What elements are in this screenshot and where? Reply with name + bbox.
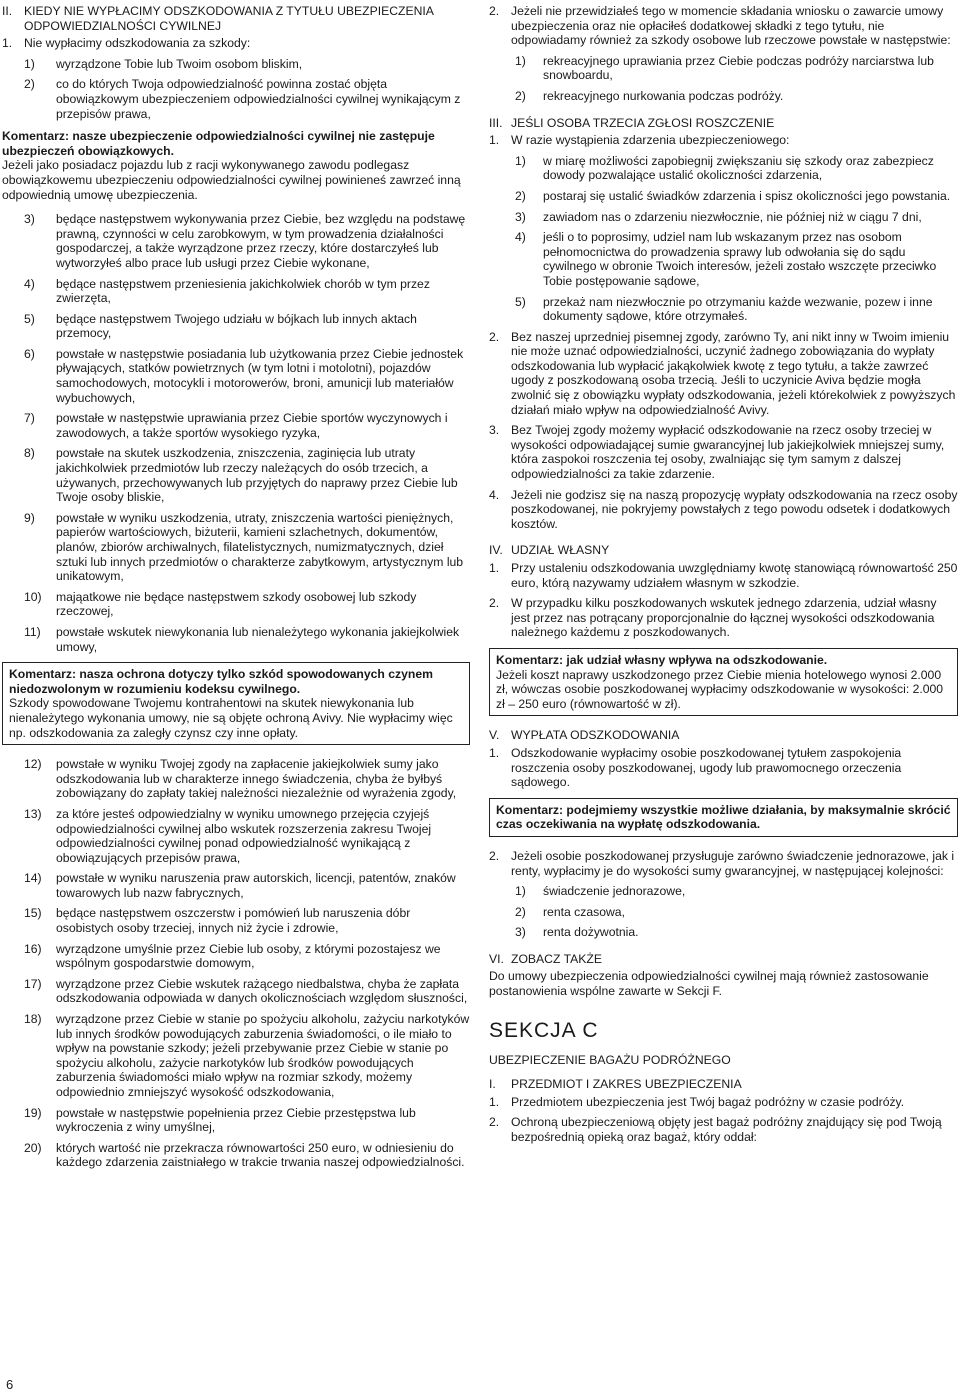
list-item [24,807,470,865]
section-iv-paragraphs [489,561,958,640]
section-title: PRZEDMIOT I ZAKRES UBEZPIECZENIA [511,1077,742,1092]
paragraph-number: 1. [2,36,13,51]
item-text: jeśli o to poprosimy, udziel nam lub wskazanym przez nas osobom pełnomocnictwa do prowadzenia sprawy lub odwołania się do sądu cywilnego w obronie Twoich interesów, jeżeli zostało wszczęte przeciwko Tobie postępowanie sądowe, [543,230,937,288]
item-text: Jeżeli nie godzisz się na naszą propozycję wypłaty odszkodowania na rzecz osoby poszkodowanej, nie pokryjemy powstałych z tego powodu odsetek i dodatkowych kosztów. [511,487,958,531]
section-iii-paragraphs [489,330,958,532]
left-column [2,4,470,1176]
item-number: 3) [515,209,526,224]
list-item [515,925,958,940]
item-text: mająatkowe nie będące następstwem szkody osobowej lub szkody rzeczowej, [56,589,417,619]
item-number: 2. [489,596,500,611]
item-number: 4. [489,487,500,502]
item-number: 3. [489,423,500,438]
section-heading-v [489,728,958,743]
exclusions-list-c [24,757,470,1170]
item-number: 9) [24,510,35,525]
item-text: będące następstwem Twojego udziału w bójkach lub innych aktach przemocy, [56,311,417,341]
numbered-paragraph [2,36,470,51]
section-title: ZOBACZ TAKŻE [511,951,602,966]
section-heading-iv [489,543,958,558]
item-number: 1. [489,561,500,575]
section-number: I. [489,1077,496,1092]
item-text: będące następstwem oszczerstw i pomówień lub naruszenia dóbr osobistych osoby trzeciej, innych niż życie i zdrowie, [56,906,411,936]
item-number: 13) [24,806,42,821]
comment-body: Jeżeli jako posiadacz pojazdu lub z racji wykonywanego zawodu podlegasz obowiązkowemu ubezpieczeniu odpowiedzialności cywilnej powinieneś zawrzeć inną odpowiednią umowę ubezpieczenia. [2,158,461,202]
item-number: 19) [24,1105,42,1120]
paragraph-number: 1. [489,745,500,760]
item-number: 7) [24,411,35,426]
comment-title: Komentarz: jak udział własny wpływa na odszkodowanie. [496,652,828,667]
paragraph-text: Jeżeli osobie poszkodowanej przysługuje zarówno świadczenie jednorazowe, jak i renty, wypłacimy je do wysokości sumy gwarancyjnej, w następującej kolejności: [511,848,955,878]
list-item [24,977,470,1006]
list-item [24,77,470,121]
item-text: wyrządzone Tobie lub Twoim osobom bliskim, [56,56,303,71]
item-text: Przedmiotem ubezpieczenia jest Twój bagaż podróżny w czasie podróży. [511,1094,905,1109]
item-number: 2) [515,88,526,103]
extra-exclusions-list [515,54,958,104]
section-number: V. [489,728,500,743]
item-number: 12) [24,757,42,772]
list-item [515,905,958,920]
item-text: powstałe w wyniku naruszenia praw autorskich, licencji, patentów, znaków towarowych lub nazw fabrycznych, [56,871,456,900]
item-number: 2) [24,77,35,92]
item-text: za które jesteś odpowiedzialny w wyniku umownego przejęcia czyjejś odpowiedzialności cywilnej albo wskutek rozszerzenia zakresu Twojej odpowiedzialności cywilnej ponad odpowiedzialność wynikającą z obowiązujących przepisów prawa, [56,806,432,865]
paragraph-number: 1. [489,133,500,148]
item-text: w miarę możliwości zapobiegnij zwiększaniu się szkody oraz zabezpiecz dowody pozwalające ustalić okoliczności zdarzenia, [543,153,934,183]
numbered-paragraph [489,596,958,640]
item-number: 1) [515,53,526,68]
comment-block [2,129,470,202]
item-number: 1) [515,884,526,899]
right-column [489,4,958,1151]
page-number: 6 [6,1377,14,1392]
item-text: powstałe w wyniku uszkodzenia, utraty, zniszczenia wartości pieniężnych, papierów wartościowych, biżuterii, kamieni szlachetnych, dokumentów, planów, zbiorów archiwalnych, filatelistycznych, numizmatycznych, dzieł sztuki lub innych przedmiotów o charakterze zabytkowym, artystycznym lub unikatowym, [56,510,464,584]
section-c-subtitle: UBEZPIECZENIE BAGAŻU PODRÓŻNEGO [489,1052,731,1067]
list-item [24,446,470,504]
section-heading-i [489,1077,958,1092]
exclusions-list-a [24,57,470,121]
item-text: powstałe w następstwie popełnienia przez Ciebie przestępstwa lub wykroczenia z winy umyślnej, [56,1105,416,1135]
comment-title: Komentarz: nasze ubezpieczenie odpowiedzialności cywilnej nie zastępuje ubezpieczeń obowiązkowych. [2,129,435,158]
list-item [24,212,470,270]
section-number: IV. [489,543,503,558]
item-text: będące następstwem przeniesienia jakichkolwiek chorób w tym przez zwierzęta, [56,276,430,306]
item-number: 15) [24,906,42,921]
payment-order-list [515,884,958,940]
paragraph-number: 2. [489,848,500,863]
list-item [24,411,470,440]
list-item [24,625,470,654]
comment-body: Jeżeli koszt naprawy uszkodzonego przez Ciebie mienia hotelowego wynosi 2.000 zł, wówczas osobie poszkodowanej wypłacimy odszkodowanie w wysokości: 2.000 zł – 250 euro (równowartość w zł). [496,667,944,711]
comment-title: Komentarz: podejmiemy wszystkie możliwe działania, by maksymalnie skrócić czas oczekiwania na wypłatę odszkodowania. [496,802,951,832]
numbered-paragraph [489,1095,958,1110]
numbered-paragraph [489,849,958,878]
section-title: KIEDY NIE WYPŁACIMY ODSZKODOWANIA Z TYTUŁU UBEZPIECZENIA ODPOWIEDZIALNOŚCI CYWILNEJ [24,4,434,33]
list-item [515,230,958,288]
numbered-paragraph [489,330,958,418]
numbered-paragraph [489,133,958,148]
item-text: powstałe w wyniku Twojej zgody na zapłacenie jakiejkolwiek sumy jako odszkodowania lub w charakterze innego świadczenia, chyba że byłbyś zobowiązany do zapłaty takiej należności niezależnie od wyrażenia zgody, [56,757,457,801]
list-item [24,871,470,900]
list-item [515,210,958,225]
paragraph-text: Odszkodowanie wypłacimy osobie poszkodowanej tytułem zaspokojenia roszczenia osoby poszkodowanej, ugody lub prawomocnego orzeczenia sądowego. [511,745,902,790]
item-text: których wartość nie przekracza równowartości 250 euro, w odniesieniu do każdego zdarzenia zaistniałego w trakcie trwania naszej odpowiedzialności. [56,1140,465,1170]
item-number: 2. [489,1115,500,1130]
item-number: 14) [24,871,42,886]
item-text: Ochroną ubezpieczeniową objęty jest bagaż podróżny znajdujący się pod Twoją bezpośrednią opieką oraz bagaż, który oddał: [511,1115,942,1145]
item-text: wyrządzone umyślnie przez Ciebie lub osoby, z którymi pozostajesz we wspólnym gospodarstwie domowym, [56,941,441,971]
item-text: wyrządzone przez Ciebie w stanie po spożyciu alkoholu, zażyciu narkotyków lub innych środków powodujących zaburzenia świadomości, o ile miało to wpływ na powstanie szkody; jeżeli przebywanie przez Ciebie w stanie po spożyciu alkoholu, zażycie narkotyków lub środków powodujących zaburzenia świadomości miało wpływ na rozmiar szkody, możemy odpowiednio zmniejszyć wysokość odszkodowania, [56,1012,470,1099]
comment-box [2,662,470,745]
item-text: zawiadom nas o zdarzeniu niezwłocznie, nie później niż w ciągu 7 dni, [543,209,922,224]
paragraph-text: W razie wystąpienia zdarzenia ubezpieczeniowego: [511,133,790,148]
item-text: W przypadku kilku poszkodowanych wskutek jednego zdarzenia, udział własny jest przez nas potrącany proporcjonalnie do łącznej wysokości odszkodowania należnego każdemu z poszkodowanych. [511,596,937,640]
comment-body: Szkody spowodowane Twojemu kontrahentowi na skutek niewykonania lub nienależytego wykonania umowy, nie są objęte ochroną Avivy. Nie wypłacimy więc np. odszkodowania za zaległy czynsz czy inne opłaty. [9,696,453,740]
item-text: powstałe w następstwie uprawiania przez Ciebie sportów wyczynowych i zawodowych, a także sportów wysokiego ryzyka, [56,411,448,440]
item-text: rekreacyjnego nurkowania podczas podróży. [543,88,784,103]
item-number: 18) [24,1012,42,1027]
item-text: renta dożywotnia. [543,925,639,940]
item-number: 2. [489,329,500,344]
list-item [24,347,470,405]
numbered-paragraph [489,1115,958,1144]
item-number: 1) [515,153,526,168]
item-text: postaraj się ustalić świadków zdarzenia i spisz okoliczności jego powstania. [543,188,951,203]
section-title: UDZIAŁ WŁASNY [511,543,610,558]
paragraph-text: Do umowy ubezpieczenia odpowiedzialności cywilnej mają również zastosowanie postanowienia wspólne zawarte w Sekcji F. [489,969,929,999]
section-heading-ii [2,4,470,33]
paragraph-text: Nie wypłacimy odszkodowania za szkody: [24,36,251,51]
section-heading-iii [489,116,958,131]
section-i-paragraphs [489,1095,958,1145]
item-text: powstałe na skutek uszkodzenia, zniszczenia, zaginięcia lub utraty jakichkolwiek przedmiotów lub rzeczy należących do osób trzecich, a używanych, przechowywanych lub przyjętych do naprawy przez Ciebie lub Twoje osoby bliskie, [56,446,458,505]
comment-box [489,798,958,837]
list-item [24,1141,470,1170]
section-c-title: SEKCJA C [489,1018,599,1042]
list-item [515,54,958,83]
item-number: 8) [24,446,35,461]
list-item [24,942,470,971]
item-text: będące następstwem wykonywania przez Ciebie, bez względu na podstawę prawną, czynności w celu zarobkowym, w tym prowadzenia działalności gospodarczej, a także wyrządzone przez rzeczy, które dostarczyłeś lub wytworzyłeś albo prace lub usługi przez Ciebie wykonane, [56,212,466,270]
item-number: 5) [515,294,526,309]
list-item [24,277,470,306]
list-item [515,295,958,324]
numbered-paragraph [489,561,958,590]
numbered-paragraph [489,488,958,532]
item-number: 2) [515,188,526,203]
list-item [515,154,958,183]
numbered-paragraph [489,746,958,790]
section-title: JEŚLI OSOBA TRZECIA ZGŁOSI ROSZCZENIE [511,115,775,130]
item-text: przekaż nam niezwłocznie po otrzymaniu każde wezwanie, pozew i inne dokumenty sądowe, które otrzymałeś. [543,294,933,324]
item-number: 5) [24,311,35,326]
item-text: Bez Twojej zgody możemy wypłacić odszkodowanie na rzecz osoby trzeciej w wysokości odpowiadającej sumie gwarancyjnej lub jakiejkolwiek mniejszej sumy, która zaspokoi roszczenia tej osoby, zwalniając się tym samym z dalszej odpowiedzialności za takie zdarzenie. [511,423,945,482]
list-item [515,189,958,204]
list-item [24,1106,470,1135]
item-number: 1. [489,1094,500,1109]
item-number: 10) [24,589,42,604]
item-text: wyrządzone przez Ciebie wskutek rażącego niedbalstwa, chyba że zapłata odszkodowania odpowiada w danych okolicznościach względom słuszności, [56,976,468,1006]
item-number: 1) [24,56,35,71]
list-item [24,757,470,801]
list-item [24,312,470,341]
item-number: 16) [24,941,42,956]
list-item [24,57,470,72]
section-title: WYPŁATA ODSZKODOWANIA [511,728,680,743]
item-number: 3) [515,925,526,940]
item-number: 2) [515,904,526,919]
comment-box [489,648,958,716]
item-text: świadczenie jednorazowe, [543,884,686,899]
list-item [515,884,958,899]
numbered-paragraph [489,423,958,481]
list-item [24,1012,470,1100]
item-text: renta czasowa, [543,904,625,919]
claim-steps-list [515,154,958,324]
section-number: II. [2,4,13,18]
item-text: Przy ustaleniu odszkodowania uwzględniamy kwotę stanowiącą równowartość 250 euro, którą nazywamy udziałem własnym w szkodzie. [511,561,958,590]
section-number: VI. [489,951,504,966]
section-number: III. [489,115,503,130]
item-number: 17) [24,976,42,991]
item-number: 11) [24,624,41,639]
item-text: Bez naszej uprzedniej pisemnej zgody, zarówno Ty, ani nikt inny w Twoim imieniu nie może uznać odpowiedzialności, uczynić żadnego zobowiązania do wypłaty odszkodowania lub wypłacić jakąkolwiek kwotę z tego tytułu, a także zawrzeć ugody z poszkodowaną osoba trzecią. Jeśli to uczynicie Aviva będzie mogła zwolnić się z obowiązku wypłaty odszkodowania, jeżeli którekolwiek z powyższych działań miało wpływ na odpowiedzialność Avivy. [511,329,956,417]
list-item [24,511,470,584]
exclusions-list-b [24,212,470,654]
item-number: 6) [24,346,35,361]
item-number: 20) [24,1140,42,1155]
item-number: 3) [24,212,35,227]
item-text: rekreacyjnego uprawiania przez Ciebie podczas podróży narciarstwa lub snowboardu, [543,53,934,83]
list-item [24,590,470,619]
section-heading-vi [489,952,958,967]
item-number: 4) [515,230,526,245]
item-text: powstałe wskutek niewykonania lub nienależytego wykonania jakiejkolwiek umowy, [56,624,460,654]
item-text: co do których Twoja odpowiedzialność powinna zostać objęta obowiązkowym ubezpieczeniem odpowiedzialności cywilnej wynikającym z przepisów prawa, [56,77,461,121]
item-text: powstałe w następstwie posiadania lub użytkowania przez Ciebie jednostek pływających, statków powietrznych (w tym lotni i motolotni), pojazdów samochodowych, motocykli i motorowerów, broni, amunicji lub materiałów wybuchowych, [56,346,464,405]
comment-title: Komentarz: nasza ochrona dotyczy tylko szkód spowodowanych czynem niedozwolonym w rozumieniu kodeksu cywilnego. [9,667,433,696]
list-item [515,89,958,104]
paragraph-text: Jeżeli nie przewidziałeś tego w momencie składania wniosku o zawarcie umowy ubezpieczenia oraz nie opłaciłeś dodatkowej składki z tego tytułu, nie odpowiadamy również za szkody osobowe lub rzeczowe powstałe w następstwie: [511,4,951,48]
item-number: 4) [24,276,35,291]
list-item [24,906,470,935]
numbered-paragraph [489,4,958,48]
paragraph-number: 2. [489,4,500,18]
